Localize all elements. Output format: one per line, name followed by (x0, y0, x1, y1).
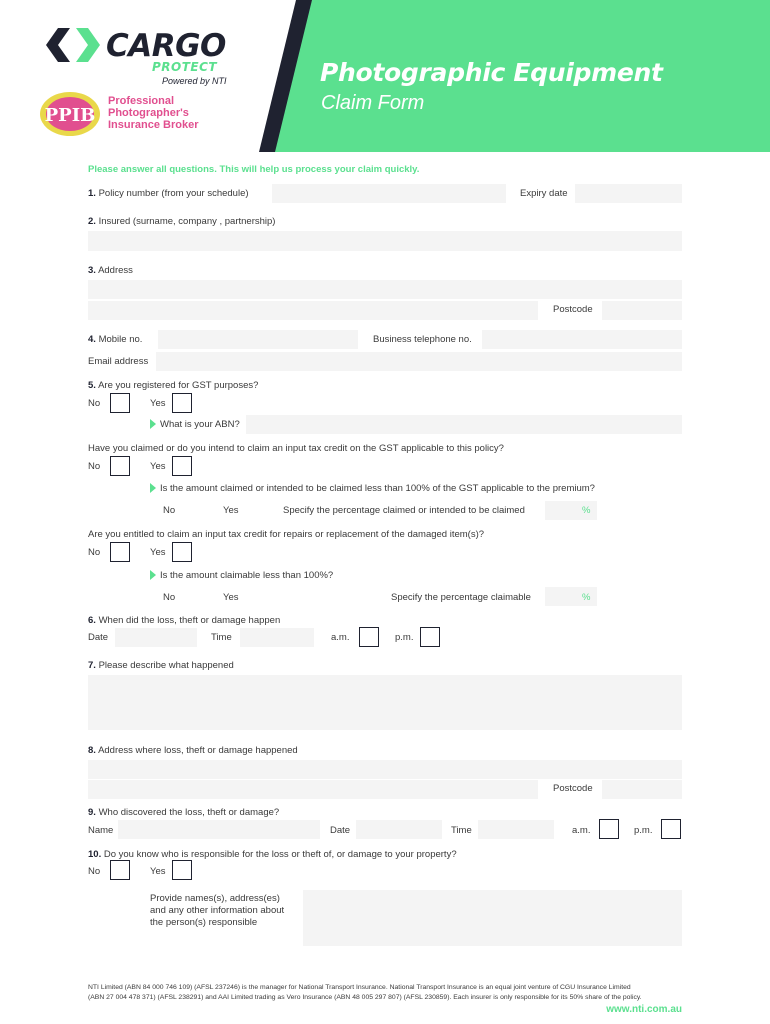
loss-postcode-label: Postcode (553, 783, 593, 794)
q9-label (88, 807, 279, 818)
q4-number: 4. (88, 334, 96, 345)
entitled-question: Are you entitled to claim an input tax credit for repairs or replacement of the damaged item(s)? (88, 529, 485, 540)
discovered-time-label: Time (451, 825, 472, 836)
claimable-arrow-icon (150, 570, 156, 580)
postcode-label: Postcode (553, 304, 593, 315)
ppib-logo-icon (38, 90, 102, 138)
expiry-label: Expiry date (520, 188, 568, 199)
disclaimer-line1: NTI Limited (ABN 84 000 746 109) (AFSL 237246) is the manager for National Transport Insurance. National Transport Insurance is an equal joint venture of CGU Insurance Limited (88, 984, 631, 991)
q5-number: 5. (88, 380, 96, 391)
loss-am-checkbox[interactable] (359, 627, 379, 647)
claimable-yes-label: Yes (223, 592, 239, 603)
specify-claimed-label: Specify the percentage claimed or intended to be claimed (283, 505, 525, 516)
itc-no-label: No (88, 461, 101, 472)
logo-sub: PROTECT (152, 60, 218, 74)
ppib-line3: Insurance Broker (108, 119, 199, 131)
ppib-line2: Photographer's (108, 107, 189, 119)
mobile-field[interactable] (158, 330, 358, 349)
form-title: Photographic Equipment (320, 58, 663, 87)
policy-number-field[interactable] (272, 184, 506, 203)
q6-text: When did the loss, theft or damage happen (98, 615, 281, 626)
ppib-line1: Professional (108, 95, 175, 107)
responsible-no-checkbox[interactable] (110, 860, 130, 880)
q8-number: 8. (88, 745, 96, 756)
provide-line2: and any other information about (150, 905, 285, 916)
responsible-yes-label: Yes (150, 866, 166, 877)
abn-arrow-icon (150, 419, 156, 429)
ppib-abbr: PPIB (44, 105, 96, 126)
website-link[interactable]: www.nti.com.au (606, 1004, 682, 1015)
disclaimer-line2: (ABN 27 004 478 371) (AFSL 238291) and AAI Limited trading as Vero Insurance (ABN 48 005 297 807) (AFSL 230859). Each insurer is only responsible for its 50% share of the policy. (88, 994, 642, 1001)
discoverer-name-field[interactable] (118, 820, 320, 839)
form-subtitle: Claim Form (321, 92, 425, 114)
less-no-label: No (163, 505, 176, 516)
entitled-no-label: No (88, 547, 101, 558)
gst-no-label: No (88, 398, 101, 409)
q7-number: 7. (88, 660, 96, 671)
q7-text: Please describe what happened (98, 660, 234, 671)
business-phone-field[interactable] (482, 330, 682, 349)
percent-sign: % (582, 505, 591, 516)
q8-text: Address where loss, theft or damage happened (98, 745, 298, 756)
instructions: Please answer all questions. This will help us process your claim quickly. (88, 164, 420, 175)
loss-pm-checkbox[interactable] (420, 627, 440, 647)
description-field[interactable] (88, 675, 682, 730)
q3-text: Address (98, 265, 133, 276)
loss-time-label: Time (211, 632, 232, 643)
address-line2-field[interactable] (88, 301, 538, 320)
q6-label (88, 615, 280, 626)
abn-label: What is your ABN? (160, 419, 240, 430)
address-line1-field[interactable] (88, 280, 682, 299)
postcode-field[interactable] (602, 301, 682, 320)
form-header (0, 0, 770, 152)
q3-number: 3. (88, 265, 96, 276)
claimable-question: Is the amount claimable less than 100%? (160, 570, 334, 581)
loss-am-label: a.m. (331, 632, 350, 643)
loss-date-label: Date (88, 632, 109, 643)
less-arrow-icon (150, 483, 156, 493)
email-label: Email address (88, 356, 149, 367)
cargo-chevron-icon (44, 28, 102, 62)
loss-date-field[interactable] (115, 628, 197, 647)
discovered-am-checkbox[interactable] (599, 819, 619, 839)
responsible-yes-checkbox[interactable] (172, 860, 192, 880)
discovered-time-field[interactable] (478, 820, 554, 839)
q5-label (88, 380, 258, 391)
discovered-date-label: Date (330, 825, 351, 836)
less-yes-label: Yes (223, 505, 239, 516)
abn-field[interactable] (246, 415, 682, 434)
percent-sign: % (582, 592, 591, 603)
q3-label (88, 265, 133, 276)
responsible-details-field[interactable] (303, 890, 682, 946)
q6-number: 6. (88, 615, 96, 626)
itc-no-checkbox[interactable] (110, 456, 130, 476)
powered-by: Powered by NTI (162, 76, 227, 86)
provide-line1: Provide names(s), address(es) (150, 893, 280, 904)
less-than-question: Is the amount claimed or intended to be claimed less than 100% of the GST applicable to the premium? (160, 483, 595, 494)
itc-yes-checkbox[interactable] (172, 456, 192, 476)
specify-claimable-label: Specify the percentage claimable (391, 592, 531, 603)
loss-address-line2-field[interactable] (88, 780, 538, 799)
q10-text: Do you know who is responsible for the loss or theft of, or damage to your property? (103, 849, 457, 860)
q9-text: Who discovered the loss, theft or damage? (98, 807, 280, 818)
q10-number: 10. (88, 849, 102, 860)
q1-label (88, 188, 249, 199)
discovered-pm-checkbox[interactable] (661, 819, 681, 839)
expiry-date-field[interactable] (575, 184, 682, 203)
q5-text: Are you registered for GST purposes? (98, 380, 259, 391)
q8-label (88, 745, 298, 756)
entitled-yes-checkbox[interactable] (172, 542, 192, 562)
entitled-yes-label: Yes (150, 547, 166, 558)
insured-name-field[interactable] (88, 231, 682, 251)
gst-yes-checkbox[interactable] (172, 393, 192, 413)
provide-line3: the person(s) responsible (150, 917, 258, 928)
itc-yes-label: Yes (150, 461, 166, 472)
loss-address-line1-field[interactable] (88, 760, 682, 779)
discovered-date-field[interactable] (356, 820, 442, 839)
gst-yes-label: Yes (150, 398, 166, 409)
cargo-protect-logo (44, 26, 244, 96)
gst-no-checkbox[interactable] (110, 393, 130, 413)
provide-info-label (150, 893, 284, 929)
legal-disclaimer (88, 983, 688, 1003)
ppib-name (108, 95, 198, 131)
discoverer-name-label: Name (88, 825, 114, 836)
q4-label (88, 334, 142, 345)
q10-label (88, 849, 457, 860)
q2-text: Insured (surname, company , partnership) (98, 216, 276, 227)
itc-claim-question: Have you claimed or do you intend to claim an input tax credit on the GST applicable to this policy? (88, 443, 504, 454)
q2-label (88, 216, 275, 227)
q2-number: 2. (88, 216, 96, 227)
q1-text: Policy number (from your schedule) (98, 188, 249, 199)
business-phone-label: Business telephone no. (373, 334, 472, 345)
q7-label (88, 660, 234, 671)
discovered-pm-label: p.m. (634, 825, 653, 836)
entitled-no-checkbox[interactable] (110, 542, 130, 562)
loss-pm-label: p.m. (395, 632, 414, 643)
q4-text: Mobile no. (98, 334, 143, 345)
responsible-no-label: No (88, 866, 101, 877)
logo-name: CARGO (106, 28, 226, 64)
q9-number: 9. (88, 807, 96, 818)
email-field[interactable] (156, 352, 682, 371)
q1-number: 1. (88, 188, 96, 199)
loss-postcode-field[interactable] (602, 780, 682, 799)
discovered-am-label: a.m. (572, 825, 591, 836)
claimable-no-label: No (163, 592, 176, 603)
loss-time-field[interactable] (240, 628, 314, 647)
